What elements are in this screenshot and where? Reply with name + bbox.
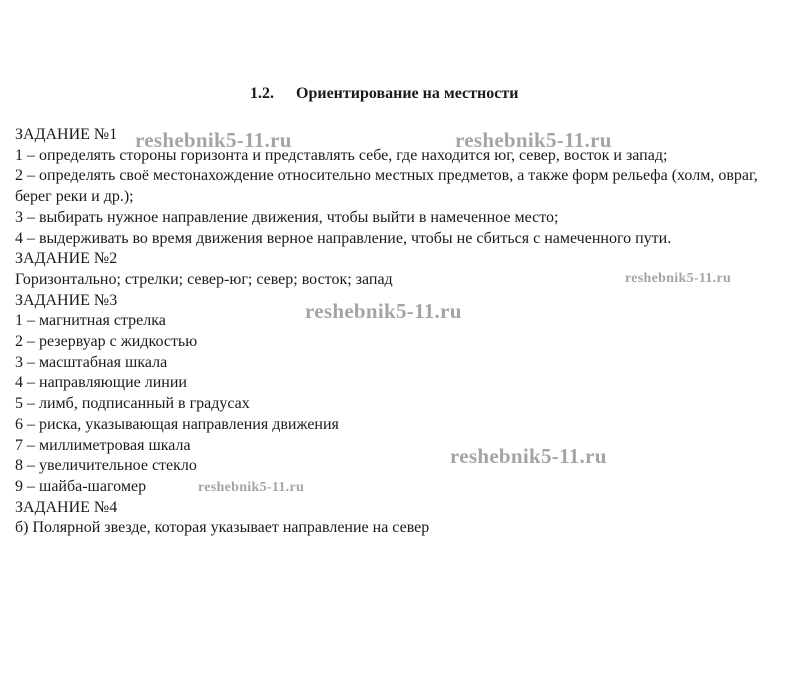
task-2-title: ЗАДАНИЕ №2 [15,250,118,268]
watermark: reshebnik5-11.ru [198,480,305,495]
section-heading [250,85,518,103]
document-body [15,125,790,539]
task-3-line-3: 3 – масштабная шкала [15,353,168,371]
section-number: 1.2. [250,85,274,102]
watermark: reshebnik5-11.ru [305,299,462,323]
watermark: reshebnik5-11.ru [135,128,292,152]
task-1-line-4: 4 – выдерживать во время движения верное направление, чтобы не сбиться с намеченного пути. [15,229,672,247]
watermark: reshebnik5-11.ru [455,128,612,152]
task-1-line-3: 3 – выбирать нужное направление движения, чтобы выйти в намеченное место; [15,208,559,226]
task-3-line-9: 9 – шайба-шагомер [15,477,147,495]
task-3-line-7: 7 – миллиметровая шкала [15,436,191,454]
task-3-line-6: 6 – риска, указывающая направления движения [15,415,339,433]
task-3-line-5: 5 – лимб, подписанный в градусах [15,395,250,413]
task-3-title: ЗАДАНИЕ №3 [15,291,118,309]
task-4-title: ЗАДАНИЕ №4 [15,498,118,516]
task-2-line-1: Горизонтально; стрелки; север-юг; север; восток; запад [15,270,393,288]
task-1-line-2: 2 – определять своё местонахождение относительно местных предметов, а также форм рельефа (холм, овраг, берег реки и др.); [15,167,758,206]
task-1-title: ЗАДАНИЕ №1 [15,126,118,143]
task-1-line-1: 1 – определять стороны горизонта и представлять себе, где находится юг, север, восток и запад; [15,146,668,164]
watermark: reshebnik5-11.ru [450,444,607,468]
task-3-line-2: 2 – резервуар с жидкостью [15,333,198,351]
section-title: Ориентирование на местности [296,85,519,102]
task-3-line-8: 8 – увеличительное стекло [15,457,197,475]
task-3-line-4: 4 – направляющие линии [15,374,187,392]
task-4-line-1: б) Полярной звезде, которая указывает направление на север [15,519,430,537]
watermark: reshebnik5-11.ru [625,271,732,286]
task-3-line-1: 1 – магнитная стрелка [15,312,166,330]
